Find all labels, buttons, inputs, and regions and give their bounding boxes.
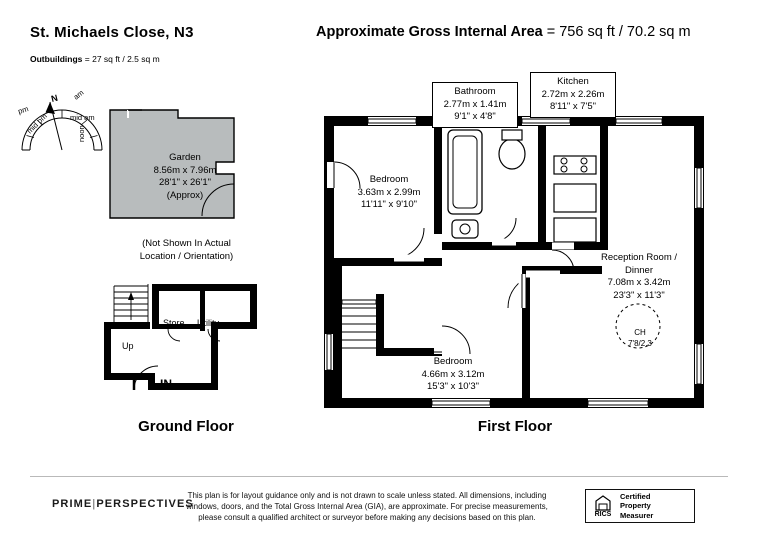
kitchen-dim-imperial: 8'11" x 7'5" bbox=[549, 101, 597, 112]
rics-badge-text bbox=[620, 492, 653, 521]
room-label-store: Store bbox=[163, 318, 185, 328]
garden-label bbox=[120, 152, 250, 202]
bathroom-dim-metric: 2.77m x 1.41m bbox=[443, 98, 507, 110]
bedroom2-name: Bedroom bbox=[433, 356, 473, 367]
reception-name2: Dinner bbox=[625, 264, 653, 276]
area-value: = 756 sq ft / 70.2 sq m bbox=[542, 24, 691, 40]
room-label-bedroom-2 bbox=[398, 356, 508, 394]
brand-separator: | bbox=[92, 498, 97, 510]
svg-text:am: am bbox=[71, 88, 86, 102]
kitchen-name: Kitchen bbox=[557, 76, 589, 87]
room-label-bathroom bbox=[432, 82, 518, 128]
room-label-bedroom-1 bbox=[340, 174, 438, 212]
svg-text:noon: noon bbox=[77, 125, 86, 142]
brand-left: PRIME bbox=[52, 498, 93, 510]
room-label-utility: Utility bbox=[197, 318, 219, 328]
badge-line-2: Property bbox=[620, 501, 651, 511]
entrance-label: IN bbox=[160, 377, 172, 391]
bedroom1-dim-imperial: 11'11" x 9'10" bbox=[361, 199, 417, 210]
ch-value: 7'8/2.3 bbox=[628, 338, 652, 348]
area-label: Approximate Gross Internal Area bbox=[316, 24, 543, 40]
outbuildings-label: Outbuildings bbox=[30, 54, 83, 64]
disclaimer-line-3: please consult a qualified architect or surveyor before making any decisions based on this plan. bbox=[198, 513, 536, 522]
ch-abbrev: CH bbox=[634, 328, 646, 337]
badge-line-1: Certified bbox=[620, 491, 651, 501]
disclaimer-line-2: windows, doors, and the Total Gross Internal Area (GIA), are approximate. For precise measurements, bbox=[186, 502, 548, 511]
garden-approx: (Approx) bbox=[166, 189, 204, 201]
bedroom2-dim-imperial: 15'3" x 10'3" bbox=[426, 381, 480, 392]
bedroom2-dim-metric: 4.66m x 3.12m bbox=[421, 368, 485, 380]
badge-line-3: Measurer bbox=[620, 510, 654, 520]
svg-text:N: N bbox=[50, 92, 59, 104]
rics-mark-text: RICS bbox=[594, 510, 612, 518]
ground-floor-title: Ground Floor bbox=[138, 418, 234, 435]
bedroom1-name: Bedroom bbox=[369, 174, 409, 185]
svg-text:mid am: mid am bbox=[70, 113, 95, 122]
room-label-reception bbox=[584, 252, 694, 302]
reception-dim-metric: 7.08m x 3.42m bbox=[607, 277, 671, 288]
garden-note-line2: Location / Orientation) bbox=[139, 250, 234, 262]
kitchen-dim-metric: 2.72m x 2.26m bbox=[541, 88, 605, 100]
gross-internal-area bbox=[316, 24, 691, 40]
room-label-kitchen bbox=[530, 72, 616, 118]
outbuildings-value: = 27 sq ft / 2.5 sq m bbox=[82, 54, 160, 64]
rics-certified-badge bbox=[585, 489, 695, 523]
garden-name: Garden bbox=[169, 152, 201, 163]
garden-note-line1: (Not Shown In Actual bbox=[142, 238, 231, 249]
reception-name: Reception Room / bbox=[600, 252, 678, 263]
disclaimer-text bbox=[172, 490, 562, 523]
first-floor-title: First Floor bbox=[477, 418, 553, 435]
reception-dim-imperial: 23'3" x 11'3" bbox=[613, 289, 665, 301]
bathroom-name: Bathroom bbox=[454, 86, 496, 97]
garden-dim-imperial: 28'1" x 26'1" bbox=[158, 177, 212, 188]
ceiling-height-label bbox=[620, 328, 660, 349]
rics-logo-icon bbox=[586, 490, 620, 522]
garden-dim-metric: 8.56m x 7.96m bbox=[153, 164, 217, 176]
garden-note bbox=[104, 238, 269, 263]
page-title: St. Michaels Close, N3 bbox=[30, 24, 194, 41]
stairs-up-label: Up bbox=[122, 341, 134, 351]
outbuildings-area bbox=[30, 54, 160, 64]
disclaimer-line-1: This plan is for layout guidance only and is not drawn to scale unless stated. All dimensions, including bbox=[187, 491, 547, 500]
footer-divider bbox=[30, 476, 728, 477]
compass-rose bbox=[16, 76, 108, 162]
brand-right: PERSPECTIVES bbox=[96, 498, 194, 510]
bathroom-dim-imperial: 9'1" x 4'8" bbox=[454, 111, 496, 122]
svg-text:pm: pm bbox=[16, 104, 30, 116]
bedroom1-dim-metric: 3.63m x 2.99m bbox=[357, 186, 421, 198]
svg-text:mid pm: mid pm bbox=[25, 111, 49, 136]
